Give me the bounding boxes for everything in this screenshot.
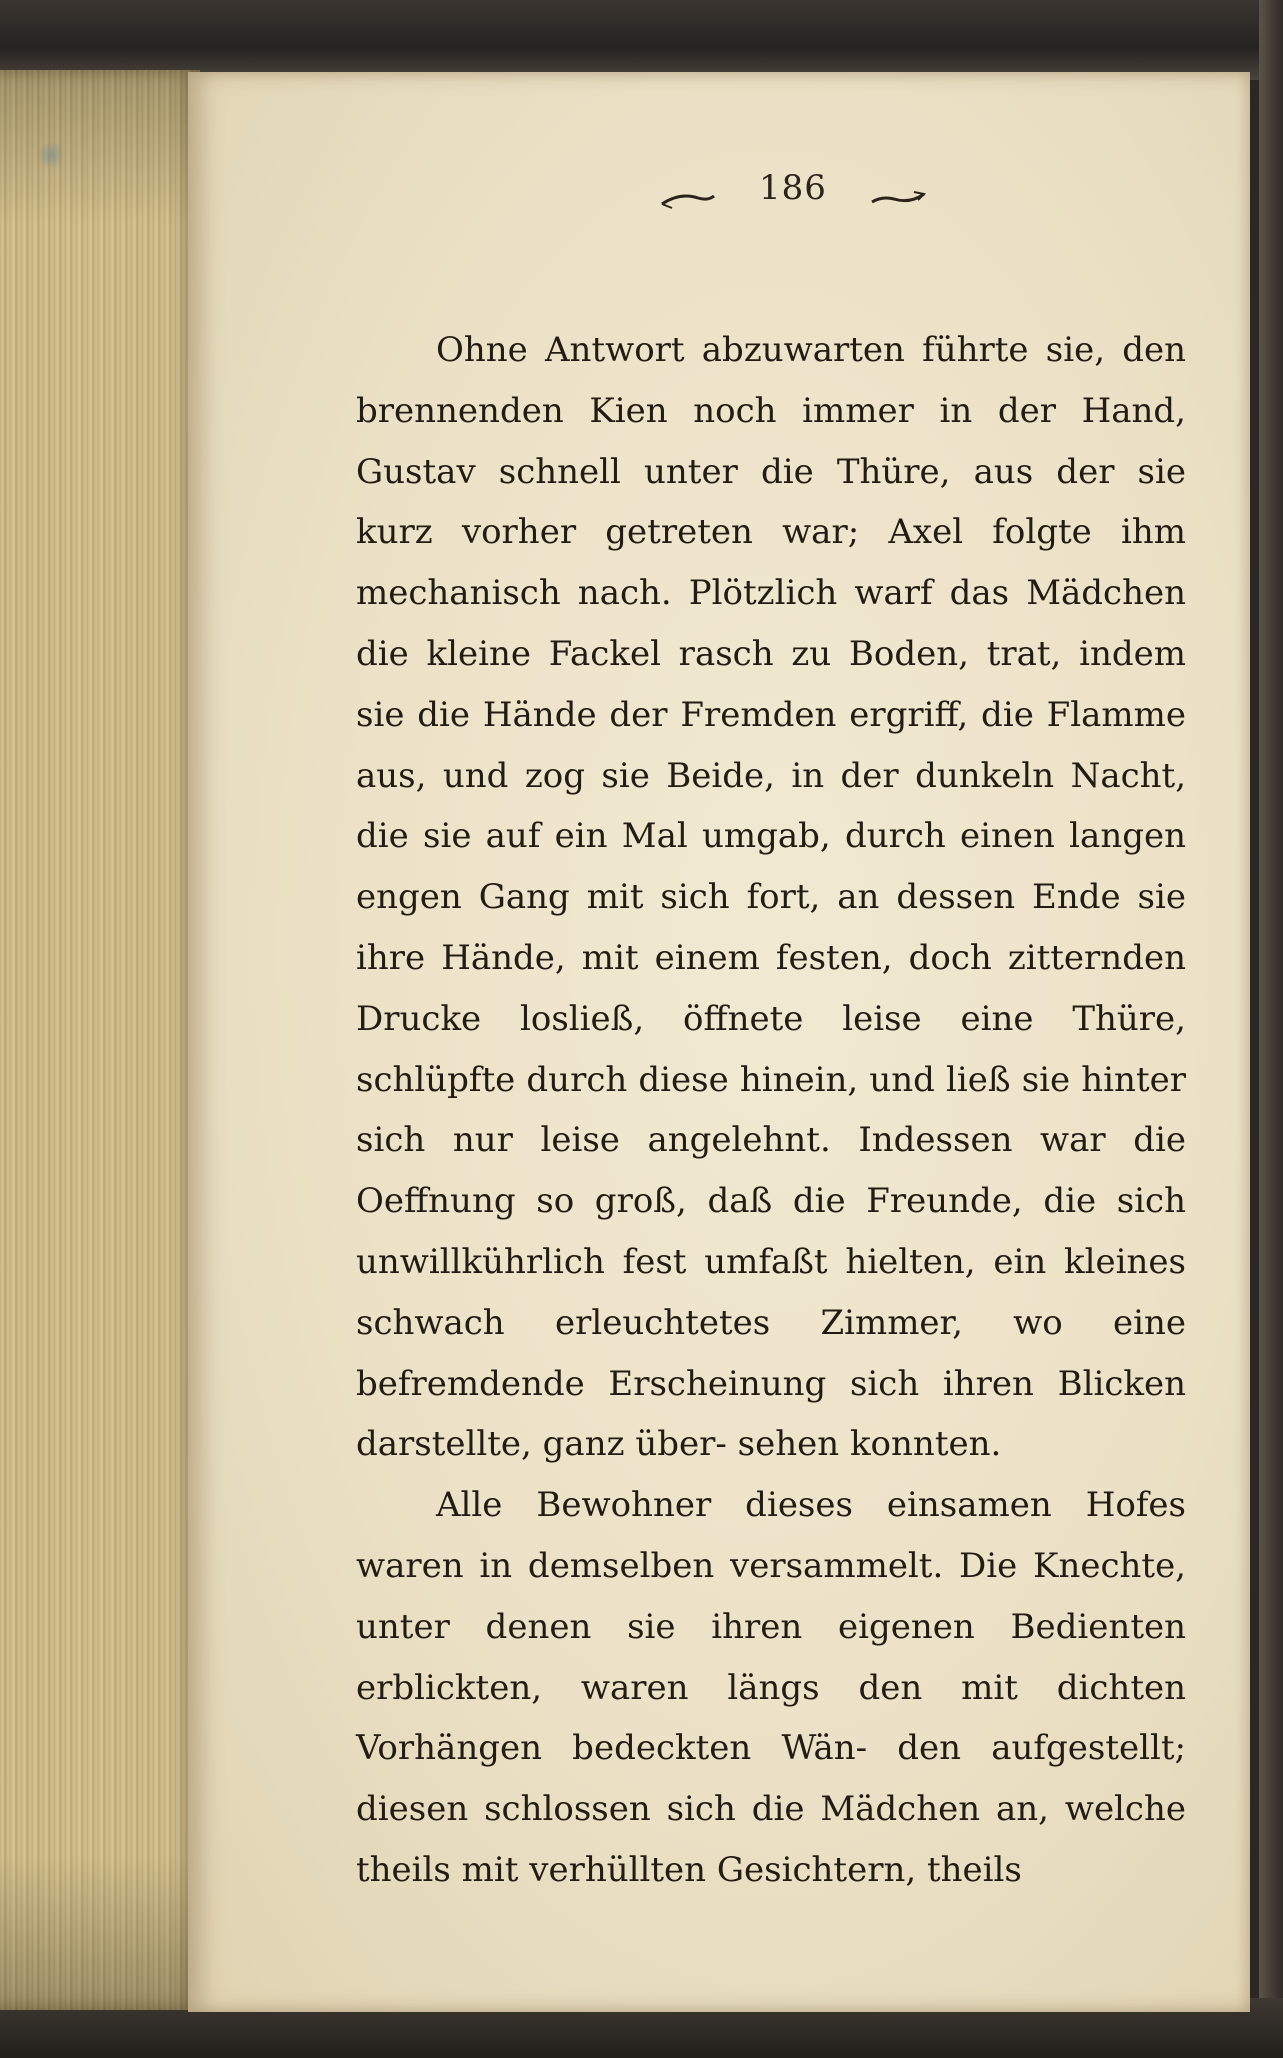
page-body-text <box>356 320 1186 1901</box>
book-cover-right <box>1259 0 1283 2058</box>
page-header <box>188 162 1250 232</box>
paragraph-1: Ohne Antwort abzuwarten führte sie, den brennenden Kien noch immer in der Hand, Gustav schnell unter die Thüre, aus der sie kurz vorher getreten war; Axel folgte ihm mechanisch nach. Plötzlich warf das Mädchen die kleine Fackel rasch zu Boden, trat, indem sie die Hände der Fremden ergriff, die Flamme aus, und zog sie Beide, in der dunkeln Nacht, die sie auf ein Mal umgab, durch einen langen engen Gang mit sich fort, an dessen Ende sie ihre Hände, mit einem festen, doch zitternden Drucke losließ, öffnete leise eine Thüre, schlüpfte durch diese hinein, und ließ sie hinter sich nur leise angelehnt. Indessen war die Oeffnung so groß, daß die Freunde, die sich unwillkührlich fest umfaßt hielten, ein kleines schwach erleuchtetes Zimmer, wo eine befremdende Erscheinung sich ihren Blicken darstellte, ganz über- sehen konnten. <box>356 330 1186 1465</box>
paragraph-2: Alle Bewohner dieses einsamen Hofes waren in demselben versammelt. Die Knechte, unter denen sie ihren eigenen Bedienten erblickten, waren längs den mit dichten Vorhängen bedeckten Wän- den aufgestellt; diesen schlossen sich die Mädchen an, welche theils mit verhüllten Gesichtern, theils <box>356 1485 1186 1890</box>
ink-stain <box>38 140 64 170</box>
book-page <box>188 72 1250 2012</box>
ornament-right-icon <box>868 184 928 214</box>
page-edges <box>0 70 200 2010</box>
ornament-left-icon <box>658 184 718 214</box>
page-number: 186 <box>759 168 827 208</box>
book-cover-top <box>0 0 1283 80</box>
